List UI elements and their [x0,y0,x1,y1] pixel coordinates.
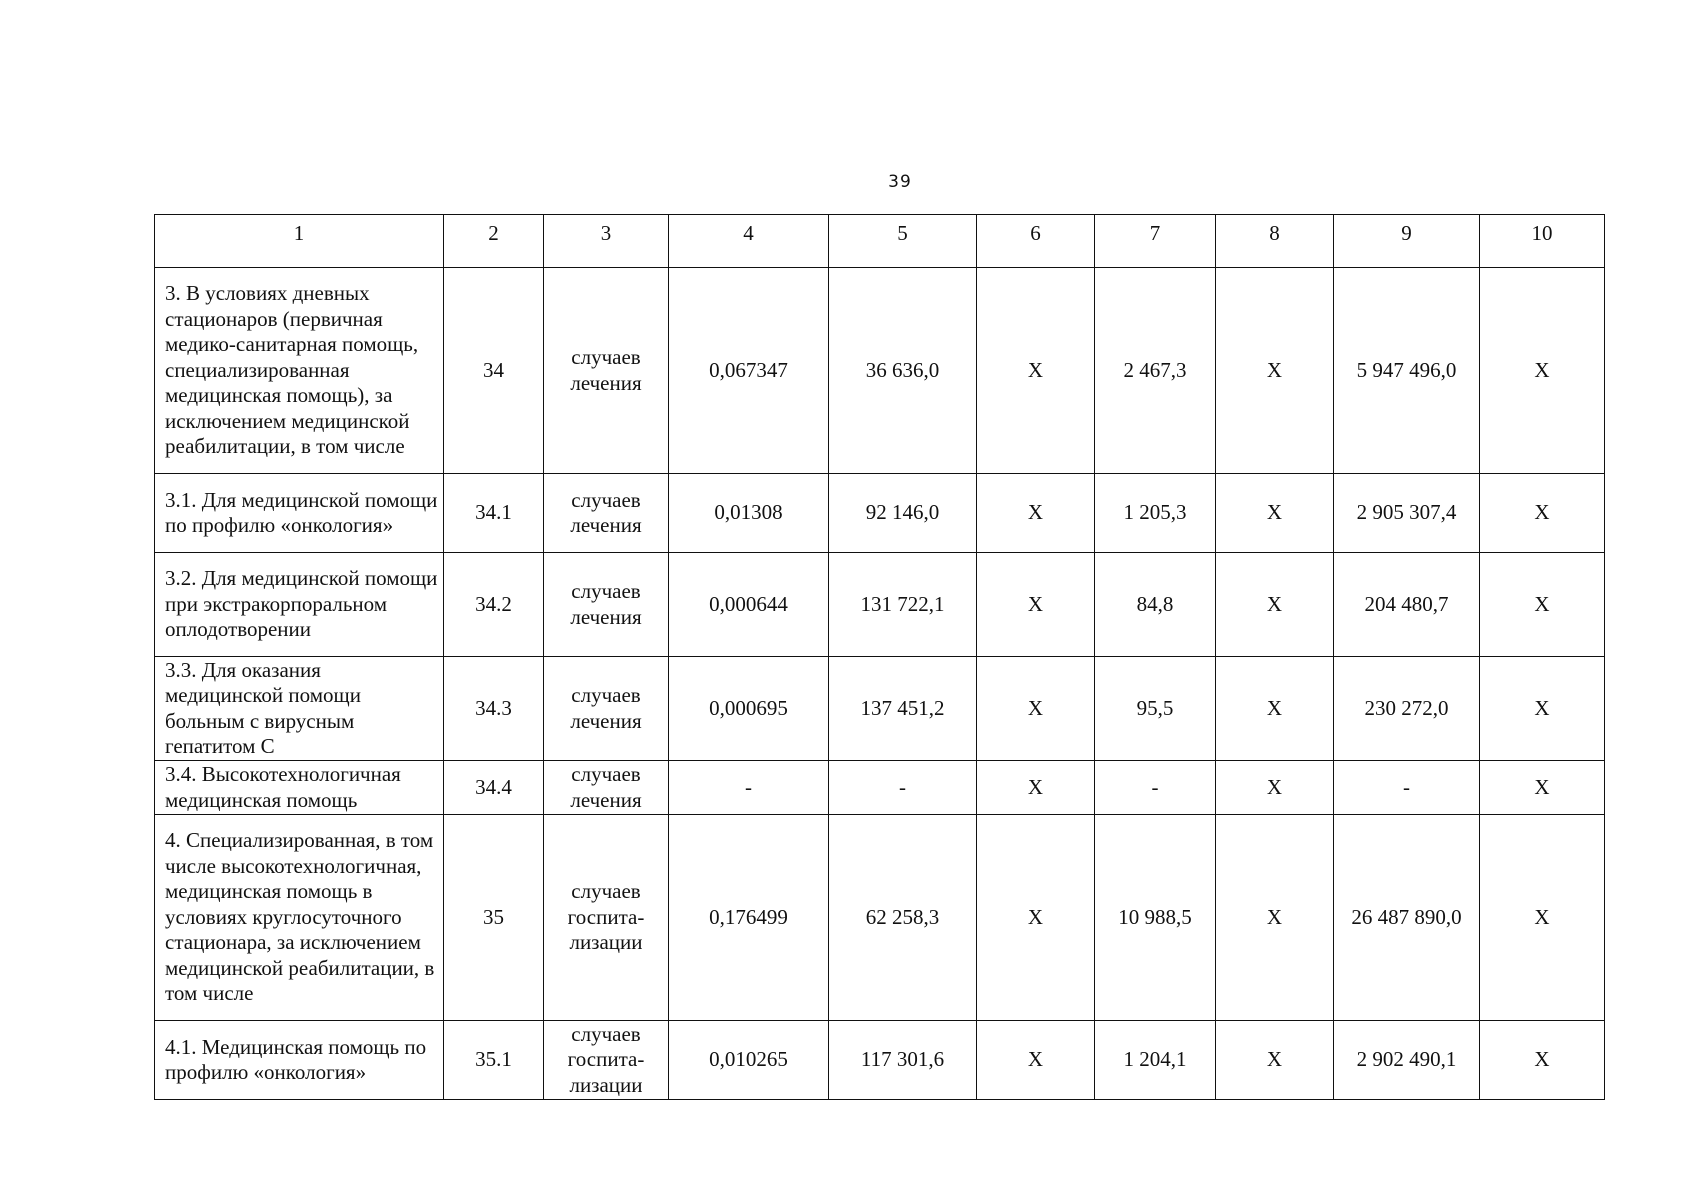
row-code-cell: 34.2 [444,553,544,657]
row-label-cell: 3.4. Высокотехнологичная медицинская помощь [155,761,444,815]
unit-cell: случаев госпита-лизации [544,815,669,1021]
value-cell: Х [1216,474,1334,553]
data-table [154,214,1605,1100]
header-cell: 2 [444,215,544,268]
unit-cell: случаев госпита-лизации [544,1021,669,1100]
value-cell: Х [977,553,1095,657]
header-cell: 9 [1334,215,1480,268]
table-row [155,474,1605,553]
header-cell: 3 [544,215,669,268]
value-cell: 204 480,7 [1334,553,1480,657]
value-cell: Х [1480,657,1605,761]
table-row [155,657,1605,761]
row-code-cell: 35.1 [444,1021,544,1100]
header-cell: 10 [1480,215,1605,268]
value-cell: Х [1216,1021,1334,1100]
value-cell: Х [1216,657,1334,761]
value-cell: Х [977,815,1095,1021]
value-cell: Х [977,1021,1095,1100]
value-cell: Х [1216,761,1334,815]
value-cell: Х [977,761,1095,815]
value-cell: 2 902 490,1 [1334,1021,1480,1100]
value-cell: - [829,761,977,815]
value-cell: 117 301,6 [829,1021,977,1100]
table-row [155,1021,1605,1100]
value-cell: 2 905 307,4 [1334,474,1480,553]
value-cell: - [1095,761,1216,815]
row-label-cell: 3.2. Для медицинской помощи при экстракорпоральном оплодотворении [155,553,444,657]
value-cell: 0,000695 [669,657,829,761]
unit-cell: случаев лечения [544,268,669,474]
value-cell: 10 988,5 [1095,815,1216,1021]
value-cell: - [1334,761,1480,815]
header-cell: 4 [669,215,829,268]
value-cell: 92 146,0 [829,474,977,553]
value-cell: 95,5 [1095,657,1216,761]
row-code-cell: 35 [444,815,544,1021]
row-label-cell: 3. В условиях дневных стационаров (первичная медико-санитарная помощь, специализированная медицинская помощь), за исключением медицинской реабилитации, в том числе [155,268,444,474]
value-cell: 0,000644 [669,553,829,657]
value-cell: 2 467,3 [1095,268,1216,474]
row-label-cell: 3.3. Для оказания медицинской помощи больным с вирусным гепатитом С [155,657,444,761]
row-code-cell: 34.1 [444,474,544,553]
table-header-row [155,215,1605,268]
value-cell: 1 205,3 [1095,474,1216,553]
value-cell: Х [977,268,1095,474]
value-cell: Х [1216,553,1334,657]
header-cell: 1 [155,215,444,268]
unit-cell: случаев лечения [544,657,669,761]
value-cell: Х [977,657,1095,761]
row-code-cell: 34.3 [444,657,544,761]
row-code-cell: 34 [444,268,544,474]
header-cell: 6 [977,215,1095,268]
value-cell: Х [1480,268,1605,474]
value-cell: 137 451,2 [829,657,977,761]
value-cell: 5 947 496,0 [1334,268,1480,474]
header-cell: 7 [1095,215,1216,268]
value-cell: Х [1480,553,1605,657]
row-label-cell: 3.1. Для медицинской помощи по профилю «онкология» [155,474,444,553]
value-cell: 84,8 [1095,553,1216,657]
value-cell: 62 258,3 [829,815,977,1021]
unit-cell: случаев лечения [544,761,669,815]
value-cell: Х [1480,815,1605,1021]
table-row [155,761,1605,815]
value-cell: Х [1216,268,1334,474]
value-cell: 0,176499 [669,815,829,1021]
value-cell: 0,010265 [669,1021,829,1100]
value-cell: - [669,761,829,815]
value-cell: Х [1480,1021,1605,1100]
value-cell: Х [977,474,1095,553]
table-row [155,268,1605,474]
table-row [155,553,1605,657]
value-cell: 230 272,0 [1334,657,1480,761]
row-label-cell: 4. Специализированная, в том числе высокотехнологичная, медицинская помощь в условиях круглосуточного стационара, за исключением медицинской реабилитации, в том числе [155,815,444,1021]
header-cell: 5 [829,215,977,268]
value-cell: 131 722,1 [829,553,977,657]
value-cell: 0,067347 [669,268,829,474]
value-cell: 36 636,0 [829,268,977,474]
header-cell: 8 [1216,215,1334,268]
value-cell: Х [1480,761,1605,815]
row-label-cell: 4.1. Медицинская помощь по профилю «онкология» [155,1021,444,1100]
value-cell: 26 487 890,0 [1334,815,1480,1021]
value-cell: Х [1480,474,1605,553]
unit-cell: случаев лечения [544,474,669,553]
value-cell: 1 204,1 [1095,1021,1216,1100]
table-row [155,815,1605,1021]
value-cell: 0,01308 [669,474,829,553]
value-cell: Х [1216,815,1334,1021]
unit-cell: случаев лечения [544,553,669,657]
page-number: 39 [888,172,912,192]
row-code-cell: 34.4 [444,761,544,815]
